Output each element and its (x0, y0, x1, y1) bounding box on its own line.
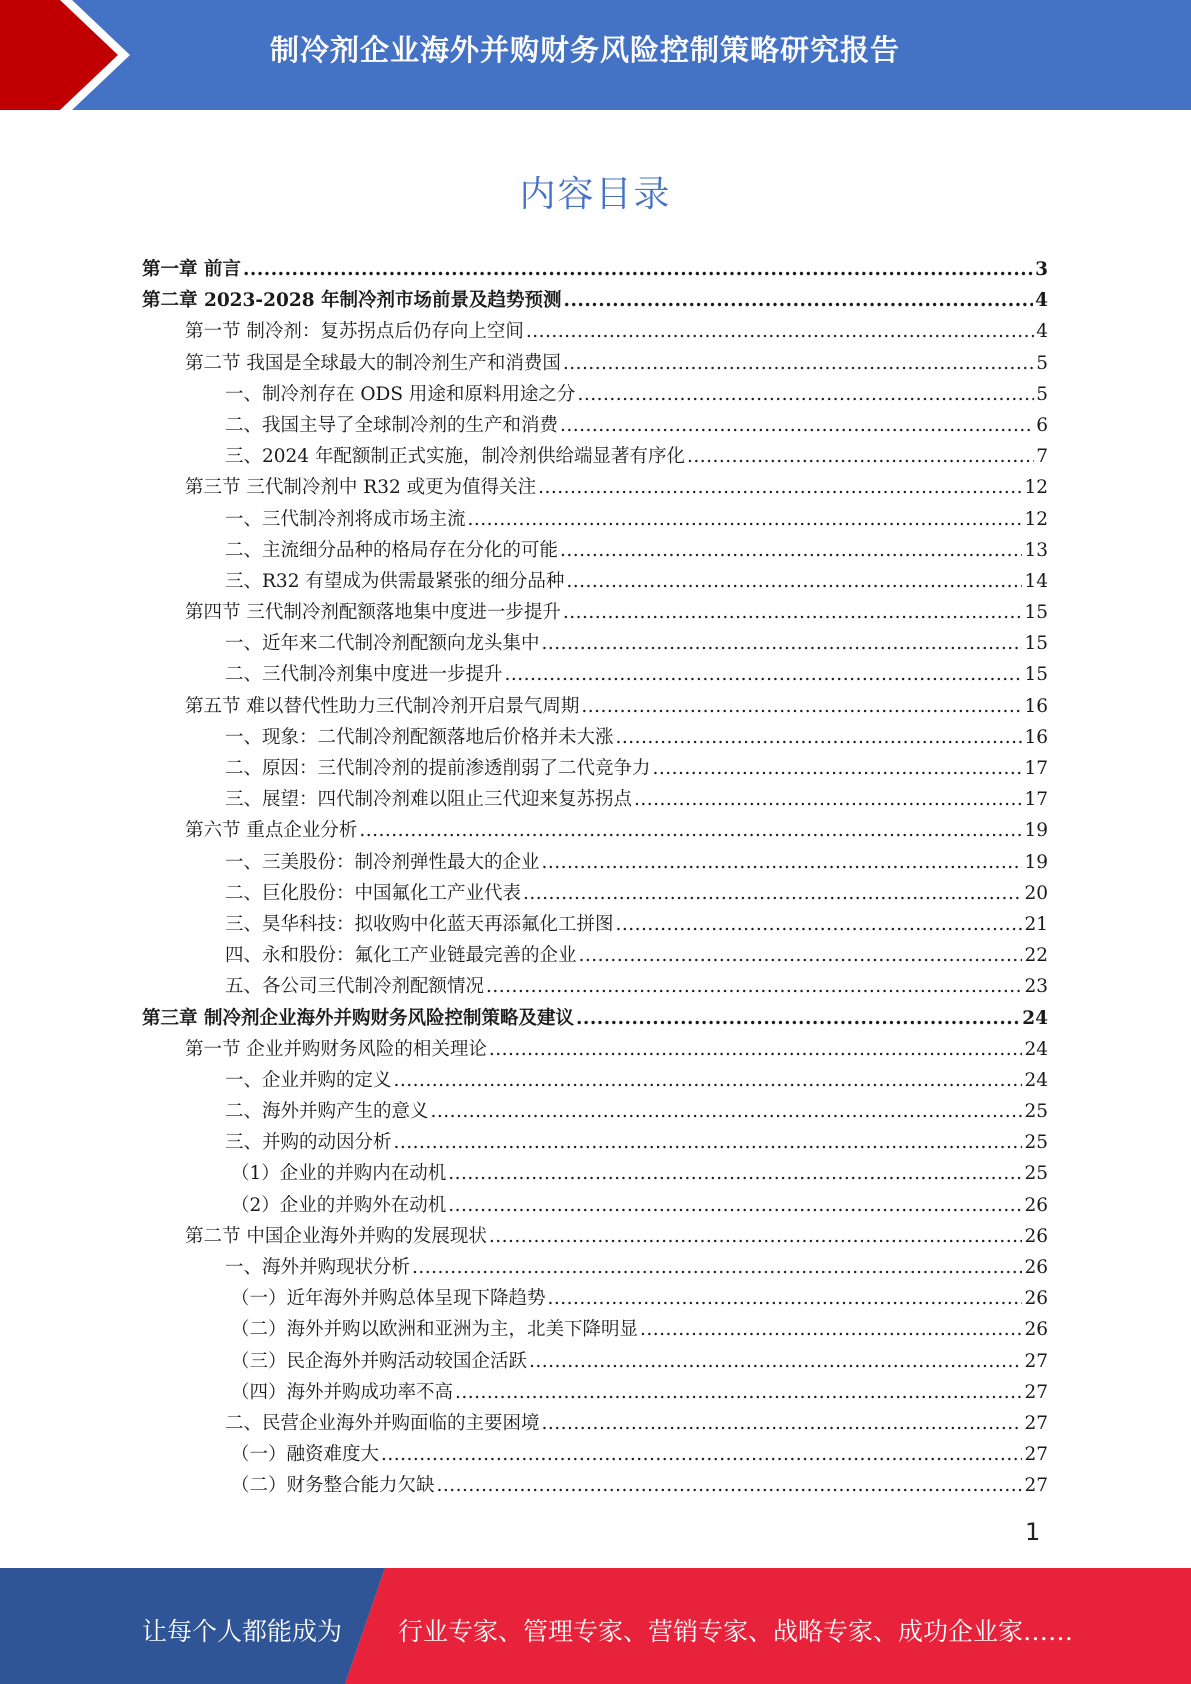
toc-entry-page: 23 (1024, 976, 1048, 998)
toc-entry[interactable] (142, 597, 1048, 628)
toc-entry-title: 一、三代制冷剂将成市场主流 (225, 508, 466, 530)
toc-entry-page: 19 (1024, 820, 1048, 842)
toc-entry[interactable] (142, 285, 1048, 316)
toc-entry[interactable] (142, 1096, 1048, 1127)
toc-entry-title: 第二节 中国企业海外并购的发展现状 (185, 1225, 487, 1247)
toc-entry[interactable] (142, 535, 1048, 566)
toc-entry-title: 三、2024 年配额制正式实施，制冷剂供给端显著有序化 (225, 446, 685, 468)
toc-entry[interactable] (142, 659, 1048, 690)
toc-dot-leader (486, 971, 1022, 1002)
toc-entry-title: 三、昊华科技：拟收购中化蓝天再添氟化工拼图 (225, 913, 614, 935)
toc-dot-leader (437, 1470, 1023, 1501)
toc-dot-leader (448, 1190, 1022, 1221)
toc-entry-title: 二、我国主导了全球制冷剂的生产和消费 (225, 414, 559, 436)
toc-entry-page: 16 (1024, 695, 1048, 717)
toc-entry-page: 24 (1024, 1038, 1048, 1060)
toc-dot-leader (489, 1221, 1023, 1252)
toc-entry-page: 4 (1036, 321, 1048, 343)
toc-entry-page: 24 (1022, 1007, 1048, 1029)
toc-entry-page: 5 (1036, 352, 1048, 374)
toc-entry-page: 22 (1024, 945, 1048, 967)
toc-entry-title: 一、制冷剂存在 ODS 用途和原料用途之分 (225, 383, 576, 405)
toc-dot-leader (564, 285, 1034, 316)
toc-entry-title: 一、企业并购的定义 (225, 1069, 392, 1091)
toc-entry-title: 第一节 制冷剂：复苏拐点后仍存向上空间 (185, 321, 524, 343)
toc-entry-title: 第六节 重点企业分析 (185, 820, 358, 842)
toc-dot-leader (526, 316, 1034, 347)
toc-entry[interactable] (142, 753, 1048, 784)
toc-entry-page: 27 (1024, 1381, 1048, 1403)
toc-dot-leader (412, 1252, 1022, 1283)
toc-entry-page: 13 (1024, 539, 1048, 561)
toc-entry-page: 26 (1024, 1225, 1048, 1247)
toc-entry-title: 第三节 三代制冷剂中 R32 或更为值得关注 (185, 477, 537, 499)
toc-entry-title: 一、三美股份：制冷剂弹性最大的企业 (225, 851, 540, 873)
toc-entry-title: 二、主流细分品种的格局存在分化的可能 (225, 539, 559, 561)
toc-entry[interactable] (142, 940, 1048, 971)
toc-entry-title: 第四节 三代制冷剂配额落地集中度进一步提升 (185, 602, 561, 624)
toc-entry-title: 五、各公司三代制冷剂配额情况 (225, 976, 485, 998)
toc-entry-title: （1）企业的并购内在动机 (231, 1163, 447, 1185)
toc-entry[interactable] (142, 1158, 1048, 1189)
toc-dot-leader (542, 847, 1023, 878)
toc-entry-page: 6 (1036, 414, 1048, 436)
toc-entry-title: 第三章 制冷剂企业海外并购财务风险控制策略及建议 (142, 1007, 574, 1029)
toc-dot-leader (489, 1034, 1023, 1065)
toc-entry[interactable] (142, 1439, 1048, 1470)
toc-entry-title: 四、永和股份：氟化工产业链最完善的企业 (225, 945, 577, 967)
toc-entry[interactable] (142, 1190, 1048, 1221)
toc-entry-page: 15 (1024, 633, 1048, 655)
toc-entry[interactable] (142, 441, 1048, 472)
toc-entry-page: 5 (1036, 383, 1048, 405)
table-of-contents (142, 254, 1048, 1502)
toc-entry-page: 14 (1024, 570, 1048, 592)
toc-entry-title: （2）企业的并购外在动机 (231, 1194, 447, 1216)
toc-dot-leader (381, 1439, 1022, 1470)
toc-entry-title: 第二章 2023-2028 年制冷剂市场前景及趋势预测 (142, 290, 562, 312)
toc-entry[interactable] (142, 379, 1048, 410)
toc-entry-title: 第五节 难以替代性助力三代制冷剂开启景气周期 (185, 695, 580, 717)
toc-entry[interactable] (142, 1470, 1048, 1501)
toc-entry[interactable] (142, 878, 1048, 909)
toc-entry[interactable] (142, 1221, 1048, 1252)
toc-entry-title: 第二节 我国是全球最大的制冷剂生产和消费国 (185, 352, 561, 374)
report-title: 制冷剂企业海外并购财务风险控制策略研究报告 (270, 33, 901, 67)
footer-slogan-left: 让每个人都能成为 (142, 1617, 343, 1646)
toc-dot-leader (468, 504, 1023, 535)
toc-entry-page: 19 (1024, 851, 1048, 873)
toc-dot-leader (243, 254, 1033, 285)
toc-entry[interactable] (142, 722, 1048, 753)
toc-entry-page: 7 (1036, 446, 1048, 468)
toc-entry[interactable] (142, 971, 1048, 1002)
toc-entry[interactable] (142, 628, 1048, 659)
toc-dot-leader (640, 1314, 1022, 1345)
toc-entry[interactable] (142, 1346, 1048, 1377)
report-footer (0, 1568, 1191, 1684)
toc-entry[interactable] (142, 1034, 1048, 1065)
toc-entry-page: 15 (1024, 602, 1048, 624)
toc-dot-leader (529, 1346, 1022, 1377)
toc-entry-page: 27 (1024, 1350, 1048, 1372)
toc-entry-page: 24 (1024, 1069, 1048, 1091)
toc-entry-page: 12 (1024, 508, 1048, 530)
report-header (0, 0, 1191, 110)
toc-entry-page: 17 (1024, 758, 1048, 779)
toc-dot-leader (542, 1408, 1023, 1439)
toc-entry-title: 二、原因：三代制冷剂的提前渗透削弱了二代竞争力 (225, 758, 651, 779)
toc-dot-leader (455, 1377, 1022, 1408)
toc-dot-leader (505, 659, 1023, 690)
toc-dot-leader (653, 753, 1023, 784)
toc-entry[interactable] (142, 566, 1048, 597)
toc-entry[interactable] (142, 1003, 1048, 1034)
toc-entry-page: 20 (1024, 882, 1048, 904)
toc-entry-title: 三、展望：四代制冷剂难以阻止三代迎来复苏拐点 (225, 789, 633, 811)
toc-entry-title: 一、近年来二代制冷剂配额向龙头集中 (225, 633, 540, 655)
toc-entry[interactable] (142, 1127, 1048, 1158)
toc-entry-page: 25 (1024, 1163, 1048, 1185)
toc-entry-page: 17 (1024, 789, 1048, 811)
toc-dot-leader (394, 1065, 1023, 1096)
toc-entry[interactable] (142, 691, 1048, 722)
footer-slogan-right: 行业专家、管理专家、营销专家、战略专家、成功企业家…… (398, 1617, 1074, 1646)
toc-entry[interactable] (142, 909, 1048, 940)
toc-entry-page: 26 (1024, 1257, 1048, 1278)
toc-dot-leader (560, 410, 1034, 441)
toc-dot-leader (577, 379, 1034, 410)
toc-dot-leader (523, 878, 1022, 909)
toc-dot-leader (687, 441, 1034, 472)
toc-entry-page: 27 (1024, 1475, 1048, 1497)
toc-dot-leader (563, 348, 1034, 379)
toc-entry-page: 12 (1024, 477, 1048, 499)
toc-entry-page: 26 (1024, 1288, 1048, 1310)
toc-entry[interactable] (142, 847, 1048, 878)
toc-entry-title: 第一节 企业并购财务风险的相关理论 (185, 1038, 487, 1060)
toc-dot-leader (538, 472, 1022, 503)
toc-entry[interactable] (142, 815, 1048, 846)
toc-entry-title: （二）财务整合能力欠缺 (231, 1475, 435, 1497)
toc-dot-leader (579, 940, 1023, 971)
toc-entry-page: 25 (1024, 1132, 1048, 1154)
toc-entry-title: （四）海外并购成功率不高 (231, 1381, 454, 1403)
toc-entry[interactable] (142, 348, 1048, 379)
toc-entry-page: 25 (1024, 1101, 1048, 1123)
toc-entry[interactable] (142, 316, 1048, 347)
toc-entry-title: 三、R32 有望成为供需最紧张的细分品种 (225, 570, 565, 592)
toc-dot-leader (431, 1096, 1023, 1127)
toc-entry[interactable] (142, 1408, 1048, 1439)
toc-entry-title: （一）融资难度大 (231, 1444, 380, 1466)
toc-dot-leader (563, 597, 1023, 628)
toc-dot-leader (548, 1283, 1023, 1314)
toc-title: 内容目录 (519, 174, 672, 215)
toc-entry-page: 4 (1035, 290, 1048, 312)
toc-entry-title: 三、并购的动因分析 (225, 1132, 392, 1154)
toc-entry-page: 27 (1024, 1444, 1048, 1466)
toc-dot-leader (394, 1127, 1023, 1158)
toc-dot-leader (448, 1158, 1022, 1189)
toc-entry-page: 21 (1024, 913, 1048, 935)
toc-entry-title: 一、海外并购现状分析 (225, 1257, 411, 1278)
toc-entry[interactable] (142, 472, 1048, 503)
toc-dot-leader (560, 535, 1022, 566)
toc-entry-page: 26 (1024, 1319, 1048, 1341)
toc-dot-leader (616, 909, 1023, 940)
toc-entry[interactable] (142, 504, 1048, 535)
toc-entry-page: 3 (1035, 259, 1048, 280)
toc-entry-title: （一）近年海外并购总体呈现下降趋势 (231, 1288, 546, 1310)
toc-entry-title: 一、现象：二代制冷剂配额落地后价格并未大涨 (225, 726, 614, 748)
toc-entry[interactable] (142, 410, 1048, 441)
toc-entry-title: 二、巨化股份：中国氟化工产业代表 (225, 882, 522, 904)
toc-entry-page: 15 (1024, 664, 1048, 686)
toc-entry[interactable] (142, 254, 1048, 285)
toc-dot-leader (616, 722, 1023, 753)
toc-entry-title: 二、三代制冷剂集中度进一步提升 (225, 664, 503, 686)
toc-dot-leader (634, 784, 1022, 815)
toc-dot-leader (542, 628, 1023, 659)
toc-entry-title: 第一章 前言 (142, 259, 241, 280)
toc-entry-title: 二、民营企业海外并购面临的主要困境 (225, 1412, 540, 1434)
toc-entry[interactable] (142, 1283, 1048, 1314)
toc-dot-leader (581, 691, 1022, 722)
toc-entry-page: 26 (1024, 1194, 1048, 1216)
toc-entry-title: （三）民企海外并购活动较国企活跃 (231, 1350, 528, 1372)
page-number: 1 (1025, 1518, 1041, 1546)
toc-dot-leader (576, 1003, 1020, 1034)
toc-entry-title: （二）海外并购以欧洲和亚洲为主，北美下降明显 (231, 1319, 639, 1341)
toc-entry-page: 16 (1024, 726, 1048, 748)
toc-dot-leader (359, 815, 1022, 846)
toc-entry[interactable] (142, 1252, 1048, 1283)
toc-entry-title: 二、海外并购产生的意义 (225, 1101, 429, 1123)
toc-entry[interactable] (142, 1314, 1048, 1345)
toc-entry-page: 27 (1024, 1412, 1048, 1434)
toc-entry[interactable] (142, 1065, 1048, 1096)
toc-entry[interactable] (142, 784, 1048, 815)
toc-dot-leader (566, 566, 1022, 597)
toc-entry[interactable] (142, 1377, 1048, 1408)
